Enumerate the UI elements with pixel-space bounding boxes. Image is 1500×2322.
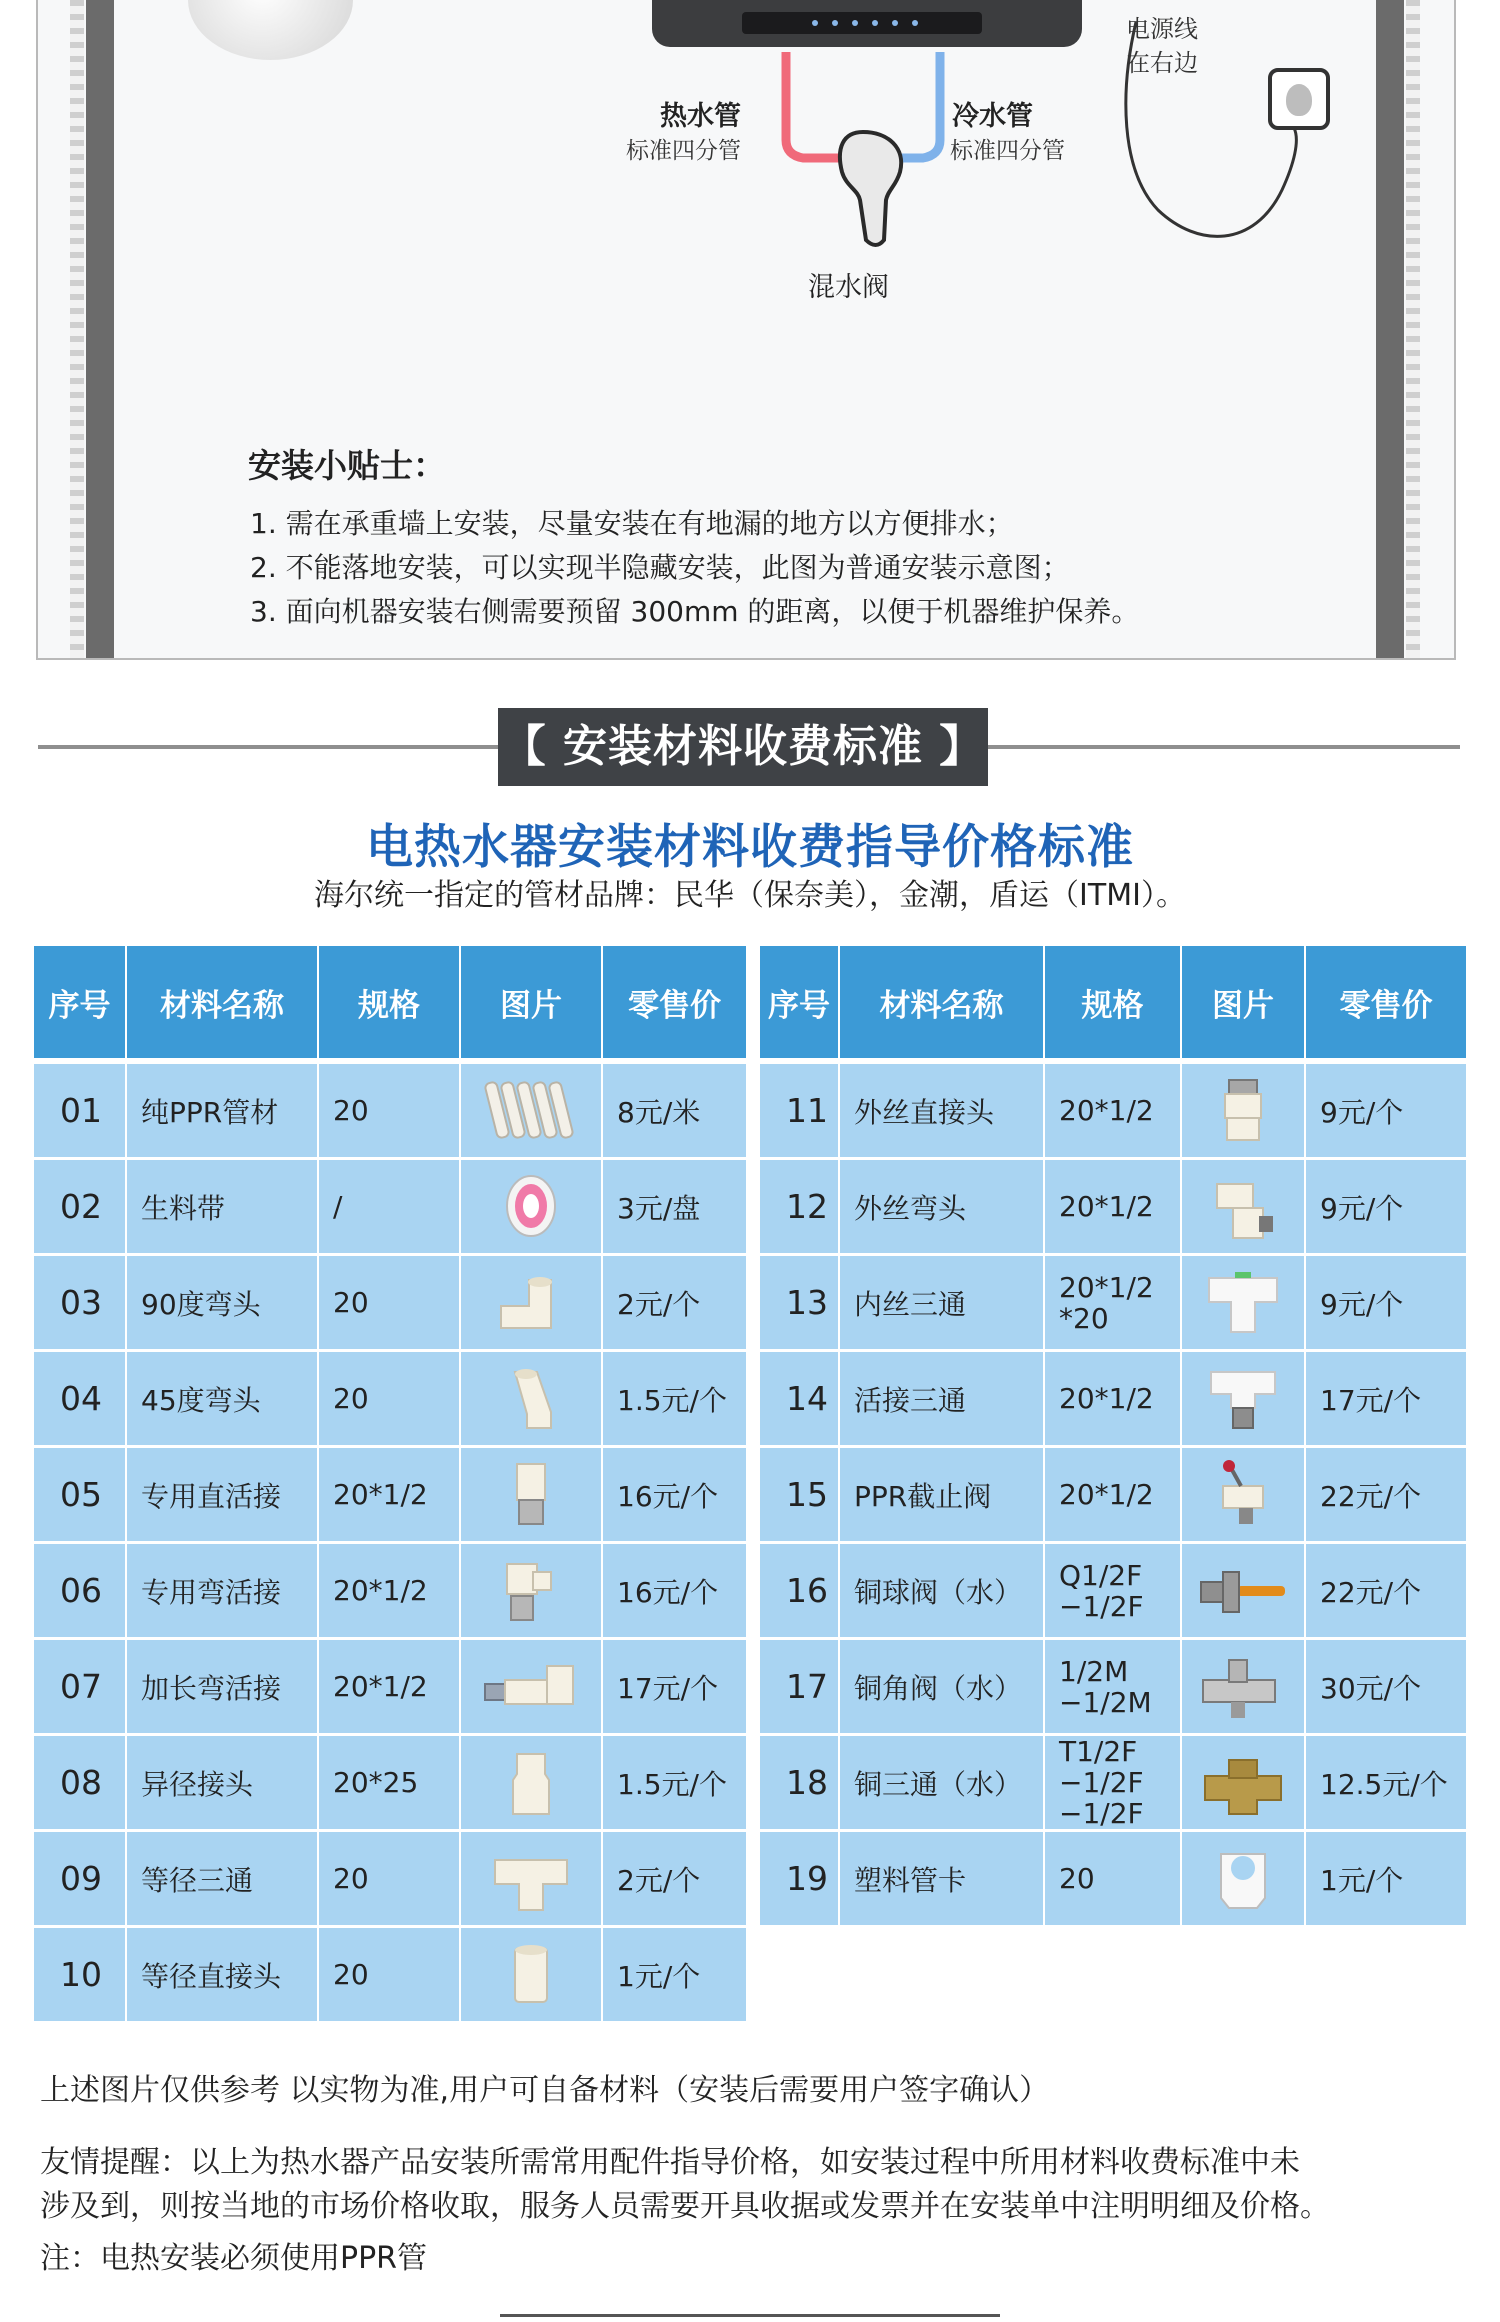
- cell-price-text: 3元/盘: [617, 1191, 701, 1225]
- cell-spec: [1045, 1736, 1182, 1832]
- cell-material-name: [840, 1448, 1045, 1544]
- cell-image: [461, 1832, 603, 1928]
- cell-no: [760, 1064, 840, 1160]
- cell-no-text: 04: [60, 1379, 102, 1418]
- page-title: 电热水器安装材料收费指导价格标准: [366, 820, 1134, 875]
- reminder-note-line2: 涉及到，则按当地的市场价格收取，服务人员需要开具收据或发票并在安装单中注明明细及价格。: [40, 2189, 1330, 2224]
- cell-spec: [1045, 1544, 1182, 1640]
- cell-price: [1306, 1064, 1466, 1160]
- cell-no-text: 06: [60, 1571, 102, 1610]
- cell-spec-text: 20*1/2: [1059, 1094, 1154, 1127]
- header-image: 图片: [1182, 946, 1306, 1058]
- cell-no: [34, 1064, 127, 1160]
- cell-price: [603, 1064, 746, 1160]
- cell-spec-text: 1/2M −1/2M: [1059, 1654, 1152, 1719]
- cell-material-name: [127, 1544, 319, 1640]
- divider-left: [38, 745, 498, 749]
- header-name: 材料名称: [840, 946, 1045, 1058]
- cold-pipe-spec: 标准四分管: [950, 138, 1065, 164]
- cell-image: [1182, 1832, 1306, 1928]
- cell-material-name-text: 专用直活接: [141, 1479, 282, 1513]
- cell-no-text: 18: [786, 1763, 828, 1802]
- cell-material-name: [840, 1064, 1045, 1160]
- cell-material-name: [127, 1736, 319, 1832]
- cell-no: [34, 1928, 127, 2024]
- brand-note: 海尔统一指定的管材品牌：民华（保奈美），金潮，盾运（ITMI）。: [314, 878, 1186, 913]
- cell-material-name-text: 生料带: [141, 1191, 226, 1225]
- cell-no-text: 13: [786, 1283, 828, 1322]
- cell-material-name: [127, 1352, 319, 1448]
- header-no: 序号: [34, 946, 127, 1058]
- cell-no-text: 15: [786, 1475, 828, 1514]
- cell-material-name-text: 外丝弯头: [854, 1191, 967, 1225]
- angle-valve-icon: [1193, 1650, 1293, 1724]
- cell-image: [1182, 1256, 1306, 1352]
- cell-material-name-text: 纯PPR管材: [141, 1095, 279, 1129]
- header-spec: 规格: [319, 946, 461, 1058]
- cell-no: [760, 1832, 840, 1928]
- cell-spec-text: 20: [333, 1286, 369, 1319]
- cell-price: [603, 1256, 746, 1352]
- power-socket-icon: [1268, 68, 1330, 130]
- cell-spec: [319, 1064, 461, 1160]
- cell-price: [603, 1544, 746, 1640]
- cell-no: [760, 1736, 840, 1832]
- elbow-union-icon: [481, 1554, 581, 1628]
- cell-price-text: 17元/个: [1320, 1383, 1422, 1417]
- cell-image: [461, 1544, 603, 1640]
- cell-spec-text: 20: [1059, 1862, 1095, 1895]
- cell-spec-text: 20*1/2: [333, 1478, 428, 1511]
- cell-no-text: 05: [60, 1475, 102, 1514]
- cell-material-name-text: 外丝直接头: [854, 1095, 995, 1129]
- cell-image: [1182, 1160, 1306, 1256]
- cell-material-name-text: 45度弯头: [141, 1383, 261, 1417]
- power-line-label-line2: 在右边: [1126, 49, 1198, 77]
- cell-material-name: [840, 1544, 1045, 1640]
- cell-spec-text: T1/2F −1/2F −1/2F: [1059, 1735, 1144, 1830]
- cell-no: [760, 1544, 840, 1640]
- cell-price-text: 22元/个: [1320, 1575, 1422, 1609]
- female-tee-icon: [1193, 1266, 1293, 1340]
- cell-spec-text: 20*1/2: [333, 1670, 428, 1703]
- header-spec: 规格: [1045, 946, 1182, 1058]
- bottom-divider: [500, 2314, 1000, 2317]
- cell-spec: [1045, 1064, 1182, 1160]
- cell-spec: [1045, 1640, 1182, 1736]
- table-header-row: [760, 946, 1466, 1058]
- elbow-90-icon: [481, 1266, 581, 1340]
- cell-material-name-text: 专用弯活接: [141, 1575, 282, 1609]
- cell-no: [34, 1736, 127, 1832]
- cell-price: [603, 1448, 746, 1544]
- cell-material-name-text: 塑料管卡: [854, 1863, 967, 1897]
- cell-price-text: 2元/个: [617, 1863, 701, 1897]
- cell-no-text: 07: [60, 1667, 102, 1706]
- cell-material-name: [127, 1160, 319, 1256]
- divider-right: [988, 745, 1460, 749]
- cell-price: [603, 1928, 746, 2024]
- ppr-pipe-icon: [481, 1074, 581, 1148]
- cell-material-name-text: 等径三通: [141, 1863, 254, 1897]
- cold-pipe-label: 冷水管: [952, 101, 1033, 132]
- cell-price: [603, 1640, 746, 1736]
- cell-spec: [319, 1448, 461, 1544]
- cell-material-name: [127, 1640, 319, 1736]
- cell-no-text: 17: [786, 1667, 828, 1706]
- cell-material-name-text: 异径接头: [141, 1767, 254, 1801]
- tip-item: 2. 不能落地安装，可以实现半隐藏安装，此图为普通安装示意图；: [250, 551, 1070, 584]
- cell-material-name: [127, 1448, 319, 1544]
- cell-no: [760, 1640, 840, 1736]
- hot-pipe-spec: 标准四分管: [626, 138, 741, 164]
- cell-image: [461, 1064, 603, 1160]
- stop-valve-icon: [1193, 1458, 1293, 1532]
- cell-price: [603, 1352, 746, 1448]
- cell-no: [760, 1160, 840, 1256]
- long-elbow-union-icon: [481, 1650, 581, 1724]
- cell-material-name: [840, 1640, 1045, 1736]
- cell-price-text: 22元/个: [1320, 1479, 1422, 1513]
- cell-no-text: 02: [60, 1187, 102, 1226]
- cell-image: [461, 1352, 603, 1448]
- table-header-row: [34, 946, 746, 1058]
- cell-no: [760, 1256, 840, 1352]
- cell-price: [1306, 1160, 1466, 1256]
- cell-image: [1182, 1736, 1306, 1832]
- cell-price: [1306, 1736, 1466, 1832]
- cell-spec: [1045, 1352, 1182, 1448]
- cell-spec: [319, 1352, 461, 1448]
- cell-no: [34, 1160, 127, 1256]
- ppr-requirement-note: 注：电热安装必须使用PPR管: [40, 2241, 428, 2276]
- cell-material-name: [127, 1928, 319, 2024]
- cell-spec-text: 20*25: [333, 1766, 419, 1799]
- cell-price: [1306, 1256, 1466, 1352]
- cell-image: [461, 1160, 603, 1256]
- cell-material-name-text: 活接三通: [854, 1383, 967, 1417]
- cell-material-name: [127, 1064, 319, 1160]
- cell-no-text: 19: [786, 1859, 828, 1898]
- cell-price: [1306, 1448, 1466, 1544]
- power-line-label-line1: 电源线: [1126, 15, 1198, 43]
- cell-material-name-text: 等径直接头: [141, 1959, 282, 1993]
- cell-spec: [1045, 1160, 1182, 1256]
- cell-price-text: 8元/米: [617, 1095, 701, 1129]
- cell-spec-text: 20: [333, 1382, 369, 1415]
- cell-image: [461, 1640, 603, 1736]
- mixing-valve-shape: [840, 132, 901, 245]
- cell-spec: [319, 1544, 461, 1640]
- cell-price-text: 1.5元/个: [617, 1767, 727, 1801]
- cell-price-text: 2元/个: [617, 1287, 701, 1321]
- cell-material-name: [840, 1736, 1045, 1832]
- cell-price-text: 9元/个: [1320, 1287, 1404, 1321]
- tip-item: 1. 需在承重墙上安装，尽量安装在有地漏的地方以方便排水；: [250, 507, 1014, 540]
- cell-spec: [319, 1928, 461, 2024]
- reminder-note-line1: 友情提醒：以上为热水器产品安装所需常用配件指导价格，如安装过程中所用材料收费标准中未: [40, 2145, 1300, 2180]
- cell-price-text: 12.5元/个: [1320, 1767, 1448, 1801]
- straight-union-icon: [481, 1458, 581, 1532]
- cell-price-text: 1元/个: [617, 1959, 701, 1993]
- ball-valve-icon: [1193, 1554, 1293, 1628]
- cell-material-name: [127, 1256, 319, 1352]
- cell-no-text: 08: [60, 1763, 102, 1802]
- price-table-left: [34, 946, 746, 2024]
- installation-diagram: [36, 0, 1456, 660]
- header-image: 图片: [461, 946, 603, 1058]
- power-line-label: [1126, 12, 1198, 80]
- cell-no-text: 03: [60, 1283, 102, 1322]
- cell-price: [603, 1736, 746, 1832]
- cell-no-text: 10: [60, 1955, 102, 1994]
- price-table-right: [760, 946, 1466, 1926]
- mixing-valve-label: 混水阀: [808, 272, 889, 303]
- cell-image: [1182, 1640, 1306, 1736]
- cell-spec-text: 20*1/2: [1059, 1382, 1154, 1415]
- cell-spec-text: 20*1/2 *20: [1059, 1270, 1154, 1335]
- cell-price: [603, 1160, 746, 1256]
- cell-no: [34, 1544, 127, 1640]
- cell-spec: [1045, 1256, 1182, 1352]
- cell-spec: [319, 1160, 461, 1256]
- cell-material-name-text: 铜球阀（水）: [854, 1575, 1023, 1609]
- cell-price: [1306, 1640, 1466, 1736]
- cell-price: [1306, 1544, 1466, 1640]
- pipe-clip-icon: [1193, 1842, 1293, 1916]
- header-price: 零售价: [603, 946, 746, 1058]
- cell-price-text: 16元/个: [617, 1575, 719, 1609]
- cell-spec: [319, 1736, 461, 1832]
- cell-no: [34, 1448, 127, 1544]
- cell-spec: [319, 1832, 461, 1928]
- cell-no-text: 11: [786, 1091, 828, 1130]
- cell-spec: [319, 1256, 461, 1352]
- cell-image: [461, 1256, 603, 1352]
- cell-material-name-text: 90度弯头: [141, 1287, 261, 1321]
- cell-image: [1182, 1544, 1306, 1640]
- cell-spec-text: 20: [333, 1862, 369, 1895]
- section-banner: 【 安装材料收费标准 】: [498, 708, 988, 786]
- cell-no-text: 16: [786, 1571, 828, 1610]
- male-adapter-icon: [1193, 1074, 1293, 1148]
- cell-material-name-text: 铜角阀（水）: [854, 1671, 1023, 1705]
- cell-price-text: 1元/个: [1320, 1863, 1404, 1897]
- cell-no-text: 12: [786, 1187, 828, 1226]
- cell-spec: [1045, 1448, 1182, 1544]
- teflon-tape-icon: [481, 1170, 581, 1244]
- hot-pipe-label: 热水管: [660, 101, 741, 132]
- cell-price-text: 9元/个: [1320, 1095, 1404, 1129]
- brass-tee-icon: [1193, 1746, 1293, 1820]
- cell-spec-text: 20: [333, 1958, 369, 1991]
- cell-no: [34, 1352, 127, 1448]
- cell-price: [1306, 1832, 1466, 1928]
- coupling-icon: [481, 1938, 581, 2012]
- cell-no: [760, 1352, 840, 1448]
- reference-note: 上述图片仅供参考 以实物为准,用户可自备材料（安装后需要用户签字确认）: [40, 2073, 1050, 2108]
- cell-spec-text: 20*1/2: [1059, 1478, 1154, 1511]
- cell-spec-text: Q1/2F −1/2F: [1059, 1558, 1144, 1623]
- tips-title: 安装小贴士：: [248, 446, 446, 485]
- cell-price: [603, 1832, 746, 1928]
- cell-image: [1182, 1448, 1306, 1544]
- cell-material-name: [840, 1160, 1045, 1256]
- cell-price-text: 1.5元/个: [617, 1383, 727, 1417]
- cell-material-name-text: 铜三通（水）: [854, 1767, 1023, 1801]
- cell-image: [461, 1736, 603, 1832]
- cell-spec: [319, 1640, 461, 1736]
- cell-spec-text: 20: [333, 1094, 369, 1127]
- cell-no-text: 09: [60, 1859, 102, 1898]
- cell-no-text: 01: [60, 1091, 102, 1130]
- cell-spec-text: 20*1/2: [1059, 1190, 1154, 1223]
- cell-image: [1182, 1352, 1306, 1448]
- elbow-45-icon: [481, 1362, 581, 1436]
- cell-material-name-text: 内丝三通: [854, 1287, 967, 1321]
- cell-price-text: 17元/个: [617, 1671, 719, 1705]
- cell-material-name-text: PPR截止阀: [854, 1479, 992, 1513]
- cell-material-name: [127, 1832, 319, 1928]
- header-name: 材料名称: [127, 946, 319, 1058]
- tip-item: 3. 面向机器安装右侧需要预留 300mm 的距离，以便于机器维护保养。: [250, 595, 1140, 628]
- cell-no: [34, 1832, 127, 1928]
- union-tee-icon: [1193, 1362, 1293, 1436]
- cell-material-name-text: 加长弯活接: [141, 1671, 282, 1705]
- cell-spec-text: /: [333, 1190, 343, 1223]
- cell-price: [1306, 1352, 1466, 1448]
- equal-tee-icon: [481, 1842, 581, 1916]
- reducer-icon: [481, 1746, 581, 1820]
- male-elbow-icon: [1193, 1170, 1293, 1244]
- cell-material-name: [840, 1352, 1045, 1448]
- cell-material-name: [840, 1256, 1045, 1352]
- header-no: 序号: [760, 946, 840, 1058]
- cell-no-text: 14: [786, 1379, 828, 1418]
- cell-spec: [1045, 1832, 1182, 1928]
- header-price: 零售价: [1306, 946, 1466, 1058]
- cell-image: [1182, 1064, 1306, 1160]
- cell-image: [461, 1448, 603, 1544]
- cell-no: [34, 1256, 127, 1352]
- cell-price-text: 30元/个: [1320, 1671, 1422, 1705]
- cell-image: [461, 1928, 603, 2024]
- cell-material-name: [840, 1832, 1045, 1928]
- cell-no: [34, 1640, 127, 1736]
- cell-price-text: 16元/个: [617, 1479, 719, 1513]
- cell-price-text: 9元/个: [1320, 1191, 1404, 1225]
- cell-no: [760, 1448, 840, 1544]
- cell-spec-text: 20*1/2: [333, 1574, 428, 1607]
